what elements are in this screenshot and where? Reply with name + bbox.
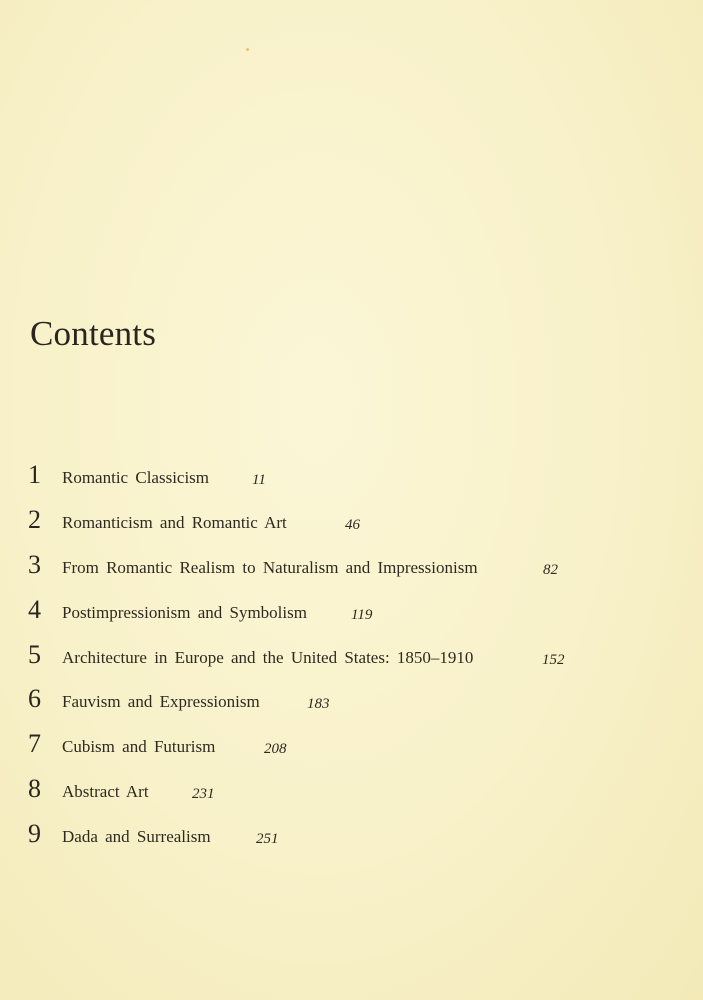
chapter-page-number: 208 bbox=[264, 741, 287, 757]
chapter-number: 9 bbox=[28, 819, 41, 848]
chapter-title: Postimpressionism and Symbolism bbox=[62, 603, 307, 622]
chapter-number: 6 bbox=[28, 684, 41, 713]
chapter-page-number: 251 bbox=[256, 831, 279, 847]
chapter-number: 7 bbox=[28, 729, 41, 758]
paper-speck bbox=[246, 48, 249, 51]
chapter-title: Romantic Classicism bbox=[62, 468, 210, 487]
chapter-number: 4 bbox=[28, 595, 41, 624]
chapter-number: 5 bbox=[28, 640, 41, 669]
chapter-page-number: 46 bbox=[345, 517, 360, 533]
chapter-number: 3 bbox=[28, 550, 41, 579]
chapter-page-number: 231 bbox=[192, 786, 215, 802]
chapter-number: 2 bbox=[28, 505, 41, 534]
page-title: Contents bbox=[30, 314, 157, 353]
chapter-title: Fauvism and Expressionism bbox=[62, 692, 260, 711]
chapter-page-number: 119 bbox=[351, 607, 373, 623]
chapter-title: Architecture in Europe and the United States: 1850–1910 bbox=[62, 648, 474, 667]
chapter-number: 1 bbox=[28, 460, 41, 489]
chapter-page-number: 11 bbox=[252, 472, 266, 488]
chapter-page-number: 183 bbox=[307, 696, 330, 712]
chapter-title: Cubism and Futurism bbox=[62, 737, 216, 756]
chapter-page-number: 82 bbox=[543, 562, 558, 578]
chapter-title: From Romantic Realism to Naturalism and Impressionism bbox=[62, 558, 478, 577]
chapter-title: Romanticism and Romantic Art bbox=[62, 513, 287, 532]
chapter-number: 8 bbox=[28, 774, 41, 803]
chapter-title: Abstract Art bbox=[62, 782, 149, 801]
chapter-title: Dada and Surrealism bbox=[62, 827, 211, 846]
chapter-page-number: 152 bbox=[542, 652, 565, 668]
